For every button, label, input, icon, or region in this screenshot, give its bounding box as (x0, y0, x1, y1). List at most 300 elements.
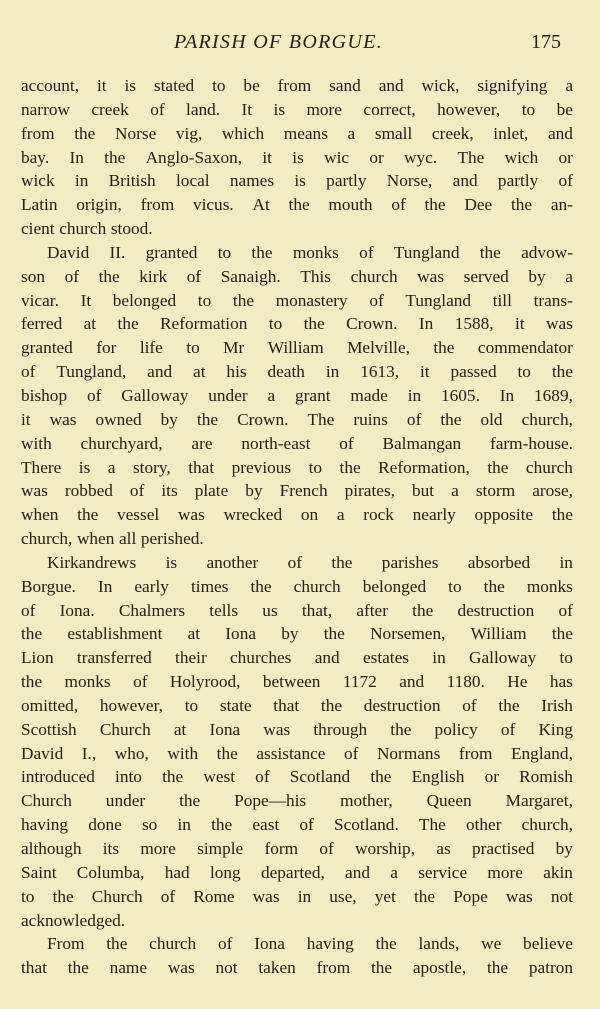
word: mother, (340, 791, 393, 811)
word: another (206, 552, 259, 572)
word: in (407, 385, 422, 405)
text-line (21, 789, 573, 813)
text-line (21, 575, 573, 599)
word: served (463, 266, 509, 286)
word: Dee (464, 195, 493, 215)
word: state (219, 695, 252, 715)
word: Pope—his (234, 791, 307, 811)
word: akin (543, 862, 573, 882)
text-line (21, 360, 573, 384)
word: into (115, 767, 142, 787)
word: vicar. (21, 290, 59, 310)
text-line (21, 408, 573, 432)
word: in (432, 648, 446, 668)
word: more (306, 99, 342, 119)
word: departed, (260, 862, 325, 882)
word: the (52, 886, 74, 906)
word: Galloway (121, 385, 189, 405)
word: the (74, 123, 96, 143)
word: other (465, 815, 502, 835)
word: the (21, 672, 43, 692)
word: Chalmers (118, 600, 186, 620)
word: Scottish (21, 719, 77, 739)
word: and (452, 171, 478, 191)
word: absorbed (467, 552, 531, 572)
word: the (67, 958, 89, 978)
word: that (188, 457, 215, 477)
text-line (21, 670, 573, 694)
word: of (186, 266, 202, 286)
word: the (320, 695, 343, 715)
word: to (268, 314, 283, 334)
word: it (514, 314, 525, 334)
word: made (350, 385, 388, 405)
text-line (21, 765, 573, 789)
word: bay. (21, 147, 50, 167)
body-text (21, 74, 573, 980)
word: the (551, 362, 573, 382)
word: the (232, 290, 255, 310)
word: 1172 (342, 672, 377, 692)
text-line (21, 456, 573, 480)
word: more (140, 839, 176, 858)
word: was (49, 409, 77, 429)
word: partly (497, 171, 539, 191)
word: of (319, 839, 334, 858)
word: mouth (328, 195, 373, 215)
word: assistance (256, 743, 326, 763)
word: of (406, 409, 422, 429)
text-line (21, 193, 573, 217)
word: having (306, 934, 354, 954)
word: plate (194, 481, 229, 501)
word: Lion (21, 648, 54, 668)
word: vicus. (192, 195, 234, 215)
word: church, (521, 815, 573, 835)
word: and (399, 672, 425, 692)
word: wyc. (404, 147, 438, 167)
word: in (559, 552, 573, 572)
word: the (196, 409, 219, 429)
word: who, (114, 743, 149, 763)
word: however, (99, 695, 163, 715)
text-line (21, 98, 573, 122)
word: creek, (431, 123, 474, 143)
word: small (374, 123, 413, 143)
word: is (124, 76, 136, 95)
word: destruction (363, 695, 441, 715)
word: The (457, 147, 485, 167)
word: so (141, 815, 158, 835)
word: to (517, 362, 531, 382)
word: In (418, 314, 434, 334)
word: his (226, 362, 247, 382)
text-line (21, 312, 573, 336)
word: it (21, 409, 31, 429)
word: the (375, 934, 397, 954)
word: of (343, 743, 359, 763)
word: signifying (477, 76, 548, 95)
word: Crown. (346, 314, 398, 334)
word: through (313, 719, 368, 739)
word: opposite (474, 505, 534, 525)
word: but (412, 481, 435, 501)
word: correct, (363, 99, 416, 119)
word: of (369, 290, 384, 310)
word: of (255, 767, 270, 787)
word: arose, (532, 481, 573, 501)
text-line (21, 122, 573, 146)
text-line (21, 599, 573, 623)
word: from (458, 743, 493, 763)
word: local (176, 171, 210, 191)
word: from (316, 958, 351, 978)
word: granted (21, 338, 73, 358)
word: commendator (477, 338, 573, 358)
word: pirates, (344, 481, 395, 501)
word: east (252, 815, 280, 835)
word: a (451, 481, 459, 501)
word: or (369, 147, 384, 167)
word: granted (145, 242, 198, 262)
word: death (267, 362, 305, 382)
word: of (500, 719, 516, 739)
word: Iona (225, 624, 257, 644)
text-line (21, 885, 573, 909)
word: Queen (426, 791, 472, 811)
word: by (555, 839, 573, 858)
word: nearly (412, 505, 456, 525)
word: of (21, 362, 36, 382)
word: the (424, 195, 446, 215)
word: us (262, 600, 278, 620)
word: church, (21, 529, 73, 549)
word: having (21, 815, 69, 835)
word: was (505, 886, 533, 906)
word: form (264, 839, 299, 858)
word: the (370, 767, 392, 787)
word: or (558, 147, 573, 167)
word: to (308, 457, 323, 477)
word: son (21, 266, 46, 286)
word: to (197, 290, 212, 310)
word: the (339, 457, 361, 477)
word: the (104, 147, 126, 167)
word: after (356, 600, 388, 620)
word: a (107, 457, 116, 477)
word: long (209, 862, 241, 882)
word: at (193, 362, 206, 382)
word: stated (153, 76, 195, 95)
word: however, (437, 99, 501, 119)
word: it (96, 76, 107, 95)
word: Iona. (59, 600, 95, 620)
word: estates (362, 648, 410, 668)
word: destruction (457, 600, 535, 620)
word: the (179, 791, 201, 811)
word: narrow (21, 99, 70, 119)
word: to (217, 242, 232, 262)
word: Scotland (289, 767, 351, 787)
word: of (150, 99, 165, 119)
word: Galloway (469, 648, 537, 668)
word: which (221, 123, 265, 143)
word: of (21, 600, 36, 620)
word: is (273, 99, 286, 119)
text-line (21, 742, 573, 766)
word: Mr (223, 338, 245, 358)
word: name (109, 958, 148, 978)
word: Norsemen, (370, 624, 446, 644)
word: storm (475, 481, 516, 501)
word: wic (324, 147, 350, 167)
word: the (21, 624, 43, 644)
word: Reformation, (378, 457, 470, 477)
word: was (417, 266, 445, 286)
word: although (21, 839, 82, 858)
word: by (160, 409, 178, 429)
word: it (420, 362, 430, 382)
word: from (21, 123, 55, 143)
text-line (21, 622, 573, 646)
word: at (173, 719, 187, 739)
word: early (134, 576, 169, 596)
text-line (21, 694, 573, 718)
word: life (139, 338, 163, 358)
word: to (184, 695, 199, 715)
word: between (262, 672, 321, 692)
word: of (462, 695, 477, 715)
word: William (267, 338, 324, 358)
text-line (21, 909, 573, 933)
word: cient (21, 219, 55, 239)
word: and (147, 362, 173, 382)
word: Norse (114, 123, 157, 143)
word: There (21, 457, 62, 477)
word: at (83, 314, 97, 334)
word: on (300, 505, 319, 525)
word: of (160, 886, 176, 906)
word: Normans (376, 743, 441, 763)
word: of (391, 195, 406, 215)
word: bishop (21, 385, 68, 405)
word: perished. (140, 529, 204, 549)
word: of (86, 385, 102, 405)
word: to (212, 76, 226, 95)
word: has (549, 672, 573, 692)
word: churches (230, 648, 292, 668)
word: advow- (521, 242, 573, 262)
word: At (252, 195, 270, 215)
word: wich (504, 147, 539, 167)
word: robbed (64, 481, 113, 501)
word: church, (521, 409, 573, 429)
word: parishes (381, 552, 439, 572)
word: when (76, 529, 115, 549)
word: Church (99, 719, 151, 739)
word: Sanaigh. (220, 266, 281, 286)
word: British (108, 171, 156, 191)
word: patron (528, 958, 573, 978)
word: by (281, 624, 299, 644)
text-line (21, 813, 573, 837)
word: of (339, 433, 354, 453)
word: of (299, 815, 314, 835)
word: the (216, 743, 238, 763)
word: of (287, 552, 303, 572)
word: He (507, 672, 528, 692)
word: and (314, 648, 340, 668)
word: was (177, 505, 205, 525)
word: the (487, 457, 509, 477)
word: a (565, 266, 573, 286)
word: or (484, 767, 499, 787)
word: Reformation (160, 314, 248, 334)
word: lands, (418, 934, 460, 954)
word: Margaret, (505, 791, 573, 811)
word: French (279, 481, 328, 501)
word: Tungland, (56, 362, 127, 382)
word: Crown. (237, 409, 289, 429)
word: of (133, 672, 148, 692)
word: England, (510, 743, 573, 763)
word: Iona (209, 719, 241, 739)
word: the (303, 314, 325, 334)
word: David (47, 242, 90, 262)
word: simple (197, 839, 244, 858)
word: David (21, 743, 64, 763)
word: are (191, 433, 213, 453)
word: under (208, 385, 248, 405)
word: The (418, 815, 446, 835)
word: account, (21, 76, 80, 95)
word: omitted, (21, 695, 79, 715)
word: had (164, 862, 190, 882)
running-title: PARISH OF BORGUE. (174, 31, 383, 53)
word: the (390, 719, 412, 739)
word: II. (109, 242, 126, 262)
word: monks (292, 242, 339, 262)
word: church (350, 266, 398, 286)
word: old (480, 409, 503, 429)
word: The (307, 409, 335, 429)
word: English (411, 767, 465, 787)
word: was (545, 314, 573, 334)
word: a (565, 76, 573, 95)
text-line (21, 146, 573, 170)
word: vessel (117, 505, 160, 525)
word: monks (64, 672, 111, 692)
word: the (98, 266, 120, 286)
word: policy (434, 719, 478, 739)
word: for (96, 338, 117, 358)
word: Church (21, 791, 72, 811)
word: and (345, 862, 370, 882)
word: Norse, (386, 171, 433, 191)
word: taken (258, 958, 296, 978)
text-line (21, 932, 573, 956)
word: that, (301, 600, 333, 620)
word: the (250, 576, 272, 596)
word: vig, (175, 123, 203, 143)
word: of (359, 242, 374, 262)
word: introduced (21, 767, 95, 787)
word: means (283, 123, 328, 143)
word: church (59, 219, 107, 239)
word: was (263, 719, 291, 739)
word: Church (91, 886, 143, 906)
word: be (556, 99, 573, 119)
word: transferred (76, 648, 152, 668)
word: is (78, 457, 91, 477)
word: wick, (421, 76, 460, 95)
word: kirk (139, 266, 168, 286)
word: William (470, 624, 527, 644)
text-line (21, 265, 573, 289)
word: churchyard, (80, 433, 163, 453)
text-line (21, 503, 573, 527)
word: partly (326, 171, 367, 191)
word: Melville, (347, 338, 410, 358)
word: is (294, 171, 306, 191)
word: not (550, 886, 573, 906)
word: land. (186, 99, 221, 119)
word: as (436, 839, 451, 858)
word: the (106, 934, 128, 954)
word: grant (295, 385, 331, 405)
word: Rome (193, 886, 235, 906)
word: 1605. (441, 385, 480, 405)
word: in (325, 362, 340, 382)
word: to (448, 576, 462, 596)
word: by (245, 481, 263, 501)
word: This (300, 266, 331, 286)
word: wick (21, 171, 55, 191)
word: of (558, 600, 573, 620)
word: ferred (21, 314, 63, 334)
text-line (21, 646, 573, 670)
word: King (538, 719, 573, 739)
text-line (21, 241, 573, 265)
word: Iona (254, 934, 285, 954)
word: yet (374, 886, 396, 906)
word: to (559, 648, 573, 668)
word: apostle, (412, 958, 467, 978)
word: the (323, 624, 345, 644)
word: the (510, 195, 533, 215)
word: passed (450, 362, 497, 382)
word: Kirkandrews (47, 552, 137, 572)
text-line (21, 479, 573, 503)
word: the (211, 815, 233, 835)
word: was (252, 886, 280, 906)
word: to (21, 886, 35, 906)
word: Pope (453, 886, 488, 906)
word: Scotland. (333, 815, 399, 835)
word: It (80, 290, 92, 310)
word: not (215, 958, 238, 978)
word: creek (91, 99, 129, 119)
word: the (479, 242, 501, 262)
word: more (487, 862, 523, 882)
word: from (140, 195, 175, 215)
word: in (297, 886, 312, 906)
word: and (547, 123, 573, 143)
word: all (118, 529, 137, 549)
word: the (162, 767, 184, 787)
word: under (105, 791, 146, 811)
word: with (21, 433, 52, 453)
